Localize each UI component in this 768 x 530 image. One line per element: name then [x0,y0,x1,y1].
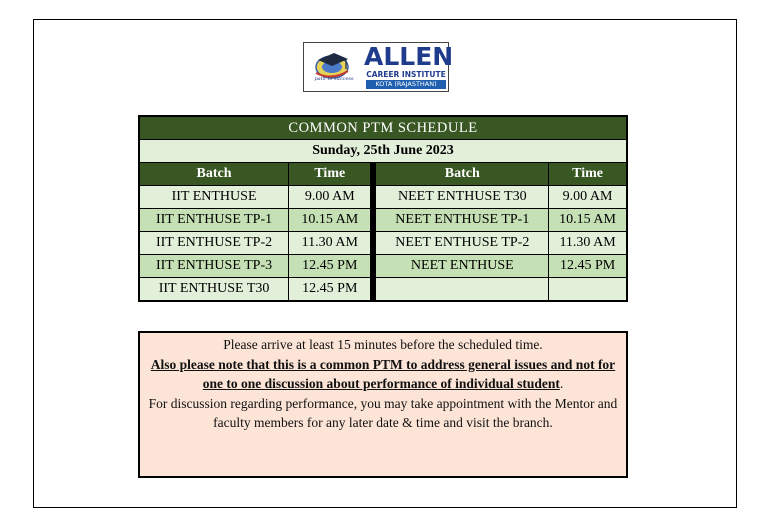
note-bold-period: . [559,376,564,392]
note-common-ptm [140,355,626,394]
header-time-left: Time [289,163,371,186]
schedule-title: COMMON PTM SCHEDULE [139,116,627,140]
batch-cell: IIT ENTHUSE TP-2 [139,232,289,255]
allen-logo [303,42,454,92]
table-row [139,186,627,209]
header-batch-right: Batch [376,163,549,186]
logo-location: KOTA (RAJASTHAN) [366,80,446,89]
batch-cell: IIT ENTHUSE TP-1 [139,209,289,232]
batch-cell: NEET ENTHUSE [376,255,549,278]
batch-cell: NEET ENTHUSE TP-2 [376,232,549,255]
time-cell: 10.15 AM [549,209,627,232]
ptm-schedule-table [138,115,628,302]
ptm-note [138,331,628,478]
graduation-cap-icon [310,47,354,89]
batch-cell: NEET ENTHUSE T30 [376,186,549,209]
logo-subtitle: CAREER INSTITUTE [366,70,446,79]
table-row [139,232,627,255]
logo-tagline: path to success [314,76,354,82]
batch-cell: NEET ENTHUSE TP-1 [376,209,549,232]
time-cell: 9.00 AM [549,186,627,209]
logo-wordmark: ALLEN [364,42,454,71]
time-cell: 11.30 AM [289,232,371,255]
note-arrival: Please arrive at least 15 minutes before the scheduled time. [223,337,543,352]
batch-cell: IIT ENTHUSE [139,186,289,209]
time-cell: 11.30 AM [549,232,627,255]
header-batch-left: Batch [139,163,289,186]
batch-cell [376,278,549,302]
table-row [139,278,627,302]
time-cell: 12.45 PM [549,255,627,278]
time-cell: 12.45 PM [289,255,371,278]
time-cell: 12.45 PM [289,278,371,302]
table-row [139,209,627,232]
table-row [139,255,627,278]
header-time-right: Time [549,163,627,186]
schedule-date: Sunday, 25th June 2023 [139,140,627,163]
time-cell: 10.15 AM [289,209,371,232]
note-appointment: For discussion regarding performance, you may take appointment with the Mentor and faculty members for any later date & time and visit the branch. [148,395,618,431]
note-bold-text: Also please note that this is a common PTM to address general issues and not for one to one discussion about performance of individual student [150,356,616,392]
batch-cell: IIT ENTHUSE TP-3 [139,255,289,278]
batch-cell: IIT ENTHUSE T30 [139,278,289,302]
time-cell: 9.00 AM [289,186,371,209]
time-cell [549,278,627,302]
